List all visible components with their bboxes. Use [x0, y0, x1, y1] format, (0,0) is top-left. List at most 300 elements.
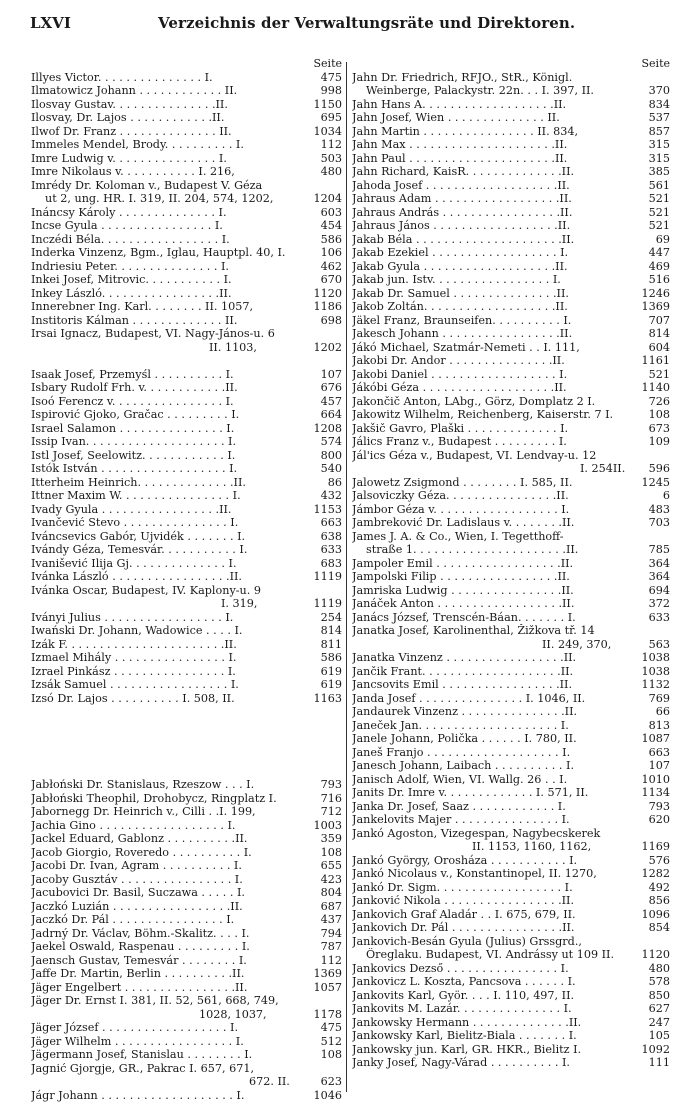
entry-name: Ilosvay Gustav. . . . . . . . . . . . . . .II.	[31, 97, 228, 111]
entry-page: 619	[318, 678, 342, 692]
index-entry	[352, 165, 670, 179]
entry-page: 638	[318, 530, 342, 544]
entry-page: 385	[646, 165, 670, 179]
entry-name: Jäger Wilhelm . . . . . . . . . . . . . . . . . I.	[31, 1034, 244, 1048]
index-entry	[352, 881, 670, 895]
index-entry	[31, 981, 342, 995]
entry-name: Isbary Rudolf Frh. v. . . . . . . . . . . .II.	[31, 381, 238, 394]
index-entry	[352, 800, 670, 814]
entry-name: Öreglaku. Budapest, VI. Andrássy ut 109 II.	[366, 948, 615, 961]
entry-name: Jadrný Dr. Václav, Böhm.-Skalitz. . . . I.	[31, 926, 250, 940]
index-entry	[352, 98, 670, 112]
entry-name: I. 319,	[221, 597, 258, 610]
entry-page: 521	[646, 206, 670, 220]
entry-page: 603	[318, 206, 342, 220]
entry-page: 854	[646, 921, 670, 935]
entry-name: Jákó Michael, Szatmár-Nemeti . . I. 111,	[352, 340, 580, 354]
entry-name: Jankovics Dezső . . . . . . . . . . . . . . . . I.	[352, 961, 569, 975]
entry-name: Jankelovits Majer . . . . . . . . . . . . . . . I.	[352, 813, 570, 826]
entry-name: Iwański Dr. Johann, Wadowice . . . . I.	[31, 624, 243, 637]
entry-name: Janković Nikola . . . . . . . . . . . . . . . . .II.	[352, 894, 575, 907]
index-entry	[31, 1048, 342, 1062]
entry-name: Jampolski Filip . . . . . . . . . . . . . . . . .II.	[352, 570, 570, 583]
entry-page: 112	[318, 138, 342, 152]
index-entry-continuation	[352, 543, 670, 557]
entry-page: 359	[318, 832, 342, 846]
entry-page: 107	[646, 759, 670, 773]
index-entry	[352, 597, 670, 611]
entry-page: 1057	[311, 981, 342, 995]
index-entry	[352, 1016, 670, 1030]
entry-page: 370	[648, 84, 670, 97]
index-entry	[31, 557, 342, 571]
index-entry	[31, 489, 342, 503]
entry-page: 1163	[311, 692, 342, 706]
entry-page: 683	[318, 557, 342, 571]
entry-name: Jankó Dr. Sigm. . . . . . . . . . . . . . . . . . I.	[352, 880, 573, 894]
entry-page: 623	[320, 1075, 342, 1088]
entry-page: 769	[646, 692, 670, 706]
running-header	[30, 14, 672, 36]
entry-page: 107	[318, 368, 342, 382]
entry-page: 620	[646, 813, 670, 827]
entry-page: 800	[318, 449, 342, 463]
entry-page: 604	[646, 341, 670, 355]
index-entry	[352, 719, 670, 733]
index-entry	[352, 233, 670, 247]
entry-page: 516	[646, 273, 670, 287]
index-entry	[31, 1089, 342, 1103]
entry-name: Jahn Dr. Friedrich, RFJO., StR., Königl.	[352, 70, 573, 84]
entry-page: 372	[646, 597, 670, 611]
index-entry	[352, 1043, 670, 1057]
entry-name: Jankovich Dr. Pál . . . . . . . . . . . . . . . .II.	[352, 921, 575, 934]
entry-name: II. 1153, 1160, 1162,	[472, 840, 592, 853]
index-entry	[352, 246, 670, 260]
entry-name: Jackel Eduard, Gablonz . . . . . . . . . .II.	[31, 832, 248, 845]
entry-page: 856	[646, 894, 670, 908]
index-entry	[31, 138, 342, 152]
entry-name: Jaekel Oswald, Raspenau . . . . . . . . . I.	[31, 940, 250, 953]
entry-page: 1204	[313, 192, 342, 205]
index-entry	[352, 354, 670, 368]
index-entry	[31, 967, 342, 981]
index-entry	[352, 489, 670, 503]
index-entry	[352, 476, 670, 490]
entry-name: Jankowsky Karl, Bielitz-Biala . . . . . . . I.	[352, 1029, 577, 1042]
entry-name: Jambreković Dr. Ladislaus v. . . . . . . .II.	[352, 516, 575, 529]
entry-name: Jacobi Dr. Ivan, Agram . . . . . . . . . . I.	[31, 859, 242, 872]
entry-page: 480	[318, 165, 342, 179]
index-entry	[31, 530, 342, 544]
entry-page: 106	[318, 246, 342, 260]
entry-name: Jál'ics Géza v., Budapest, VI. Lendvay-u. 12	[352, 448, 597, 462]
entry-page: 1096	[639, 908, 670, 922]
entry-page: 1246	[639, 287, 670, 301]
entry-page: 492	[646, 881, 670, 895]
index-entry	[352, 867, 670, 881]
index-entry-continuation	[31, 1008, 342, 1022]
entry-name: Irsai Ignacz, Budapest, VI. Nagy-János-u. 6	[31, 327, 275, 340]
index-entry	[352, 71, 670, 85]
entry-page: 1169	[641, 840, 670, 853]
index-entry	[352, 651, 670, 665]
entry-name: Jakončič Anton, LAbg., Görz, Domplatz 2 I.	[352, 394, 596, 408]
entry-name: Jabornegg Dr. Heinrich v., Cilli . .I. 199,	[31, 805, 256, 818]
entry-page: 1010	[639, 773, 670, 787]
entry-name: Jaffe Dr. Martin, Berlin . . . . . . . . . .II.	[31, 967, 245, 980]
index-entry	[352, 854, 670, 868]
index-entry	[352, 381, 670, 395]
index-entry	[352, 516, 670, 530]
entry-name: Janatka Josef, Karolinenthal, Žižkova tř. 14	[352, 624, 595, 637]
index-entry	[31, 287, 342, 301]
entry-name: Inkey László. . . . . . . . . . . . . . . . .II.	[31, 286, 232, 300]
index-entry	[352, 732, 670, 746]
index-entry	[31, 819, 342, 833]
entry-page: 1038	[639, 651, 670, 665]
index-entry	[352, 435, 670, 449]
entry-page: 483	[646, 503, 670, 517]
entry-page: 1178	[313, 1007, 342, 1021]
entry-page: 687	[318, 900, 342, 914]
index-entry	[352, 1002, 670, 1016]
entry-name: Izsó Dr. Lajos . . . . . . . . . . I. 508, II.	[31, 691, 235, 705]
entry-page: 503	[318, 152, 342, 166]
index-entry	[352, 894, 670, 908]
entry-name: Inczédi Béla. . . . . . . . . . . . . . . . . I.	[31, 232, 230, 246]
entry-page: 315	[646, 138, 670, 152]
entry-page: 814	[318, 624, 342, 638]
index-entry	[31, 408, 342, 422]
entry-name: Jandaurek Vinzenz . . . . . . . . . . . . . . .II.	[352, 705, 578, 718]
entry-name: James J. A. & Co., Wien, I. Tegetthoff-	[352, 529, 564, 543]
entry-name: Jachia Gino . . . . . . . . . . . . . . . . . . I.	[31, 818, 236, 832]
right-column	[352, 57, 670, 1070]
entry-page: 676	[318, 381, 342, 395]
entry-name: Jámbor Géza v. . . . . . . . . . . . . . . . . . I.	[352, 502, 570, 516]
entry-name: Jankowsky jun. Karl, GR. HKR., Bielitz I.	[352, 1042, 582, 1056]
index-entry	[31, 859, 342, 873]
entry-name: Istók István . . . . . . . . . . . . . . . . . . I.	[31, 462, 238, 475]
entry-name: Jakšič Gavro, Plaški . . . . . . . . . . . . . I.	[352, 421, 569, 435]
entry-name: Ilmatowicz Johann . . . . . . . . . . . . II.	[31, 84, 238, 97]
running-title: Verzeichnis der Verwaltungsräte und Direktoren.	[158, 14, 576, 32]
index-entry	[31, 422, 342, 436]
left-column	[31, 57, 342, 1102]
entry-name: Jäkel Franz, Braunseifen. . . . . . . . . . I.	[352, 313, 572, 327]
entry-page: 1134	[639, 786, 670, 800]
entry-page: 254	[318, 611, 342, 625]
entry-page: 480	[646, 962, 670, 976]
entry-page: 432	[318, 489, 342, 503]
entry-name: Jahn Josef, Wien . . . . . . . . . . . . . . II.	[352, 111, 560, 124]
index-entry	[31, 246, 342, 260]
entry-page: 663	[318, 516, 342, 530]
entry-name: Izrael Pinkász . . . . . . . . . . . . . . . . I.	[31, 664, 236, 678]
entry-page: 1282	[639, 867, 670, 881]
entry-name: 1028, 1037,	[199, 1007, 267, 1021]
entry-name: Ivánka Oscar, Budapest, IV. Kaplony-u. 9	[31, 583, 261, 597]
index-entry-continuation	[31, 341, 342, 355]
entry-name: Innerebner Ing. Karl. . . . . . . . II. 1057,	[31, 300, 254, 313]
entry-name: Jahraus András . . . . . . . . . . . . . . . . .II.	[352, 205, 573, 219]
index-entry	[352, 989, 670, 1003]
index-entry	[352, 314, 670, 328]
entry-name: Ittner Maxim W. . . . . . . . . . . . . . . . I.	[31, 489, 241, 502]
entry-name: Ilwof Dr. Franz . . . . . . . . . . . . . . II.	[31, 124, 232, 138]
index-entry	[31, 778, 342, 792]
index-entry	[31, 873, 342, 887]
entry-name: II. 249, 370,	[542, 637, 612, 651]
entry-name: Jákóbi Géza . . . . . . . . . . . . . . . . . . .II.	[352, 381, 567, 394]
index-entry	[352, 341, 670, 355]
index-entry	[31, 832, 342, 846]
entry-page: 578	[646, 975, 670, 989]
letter-gap	[31, 705, 342, 778]
entry-name: Jankó György, Orosháza . . . . . . . . . . . I.	[352, 853, 578, 867]
entry-name: Institoris Kálman . . . . . . . . . . . . . II.	[31, 313, 238, 327]
entry-name: Janács József, Trenscén-Báan. . . . . . . I.	[352, 610, 576, 624]
entry-page: 576	[646, 854, 670, 868]
entry-name: Jančik Frant. . . . . . . . . . . . . . . . . . . .II.	[352, 664, 574, 678]
entry-name: Isoó Ferencz v. . . . . . . . . . . . . . . . I.	[31, 394, 234, 408]
entry-name: Jäger Engelbert . . . . . . . . . . . . . . . .II.	[31, 980, 248, 994]
index-entry	[352, 692, 670, 706]
entry-name: Ivanišević Ilija Gj. . . . . . . . . . . . . . I.	[31, 556, 237, 570]
index-entry	[31, 435, 342, 449]
entry-name: Jakesch Johann . . . . . . . . . . . . . . . . .II.	[352, 327, 573, 340]
index-entry	[352, 557, 670, 571]
index-entry	[352, 111, 670, 125]
entry-page: 811	[318, 638, 342, 652]
entry-page: 469	[646, 260, 670, 274]
index-entry-continuation	[352, 84, 670, 98]
index-entry	[31, 1062, 342, 1076]
entry-page: 364	[646, 557, 670, 571]
entry-name: Izák F. . . . . . . . . . . . . . . . . . . . . . .II.	[31, 637, 237, 651]
index-entry	[31, 886, 342, 900]
entry-page: 111	[646, 1056, 670, 1070]
entry-page: 586	[318, 651, 342, 665]
entry-name: Isaak Josef, Przemyśl . . . . . . . . . . I.	[31, 367, 234, 381]
index-entry	[31, 449, 342, 463]
index-entry	[31, 954, 342, 968]
entry-name: Jäger József . . . . . . . . . . . . . . . . . . I.	[31, 1021, 239, 1034]
entry-page: 787	[318, 940, 342, 954]
index-entry	[352, 773, 670, 787]
entry-name: Ivady Gyula . . . . . . . . . . . . . . . . .II.	[31, 502, 232, 516]
entry-page: 462	[318, 260, 342, 274]
entry-page: 793	[646, 800, 670, 814]
entry-name: Janáček Anton . . . . . . . . . . . . . . . . . .II.	[352, 597, 575, 610]
entry-name: Janda Josef . . . . . . . . . . . . . . . I. 1046, II.	[352, 691, 586, 705]
index-entry	[31, 900, 342, 914]
entry-page: 1034	[311, 125, 342, 139]
entry-name: Jakab Ezekiel . . . . . . . . . . . . . . . . . . I.	[352, 246, 569, 259]
index-entry	[352, 138, 670, 152]
entry-name: Ivánka László . . . . . . . . . . . . . . . . .II.	[31, 570, 242, 583]
index-entry	[352, 962, 670, 976]
index-entry	[31, 651, 342, 665]
entry-page: 1186	[311, 300, 342, 314]
index-entry	[31, 624, 342, 638]
entry-page: 521	[646, 368, 670, 382]
entry-page: 437	[318, 913, 342, 927]
entry-name: Jankó Agoston, Vizegespan, Nagybecskerek	[352, 826, 601, 840]
index-entry	[31, 927, 342, 941]
seite-label-right: Seite	[641, 57, 670, 70]
entry-page: 1046	[311, 1089, 342, 1103]
entry-name: Inderka Vinzenz, Bgm., Iglau, Hauptpl. 40, I.	[31, 246, 286, 259]
entry-name: Jaensch Gustav, Temesvár . . . . . . . . I.	[31, 953, 247, 967]
index-entry	[352, 584, 670, 598]
entry-page: 1161	[639, 354, 670, 368]
entry-page: 109	[646, 435, 670, 449]
index-entry	[31, 503, 342, 517]
index-entry-continuation	[352, 948, 670, 962]
seite-label-left: Seite	[313, 57, 342, 70]
index-entry	[31, 260, 342, 274]
index-entry	[352, 921, 670, 935]
entry-name: Jacob Giorgio, Roveredo . . . . . . . . . . I.	[31, 845, 252, 859]
entry-page: 86	[325, 476, 342, 490]
entry-page: 794	[318, 927, 342, 941]
index-entry	[31, 314, 342, 328]
index-entry	[31, 84, 342, 98]
entry-name: Jahn Max . . . . . . . . . . . . . . . . . . . . .II.	[352, 138, 568, 151]
entry-name: Jakobi Daniel . . . . . . . . . . . . . . . . . . I.	[352, 367, 568, 381]
entry-name: Jakab Gyula . . . . . . . . . . . . . . . . . . .II.	[352, 259, 568, 273]
entry-page: 703	[646, 516, 670, 530]
entry-name: Jankowsky Hermann . . . . . . . . . . . . . .II.	[352, 1015, 582, 1029]
entry-name: Ispirović Gjoko, Gračac . . . . . . . . . I.	[31, 408, 240, 421]
index-entry	[31, 165, 342, 179]
entry-page: 1038	[639, 665, 670, 679]
entry-name: Jabłoński Theophil, Drohobycz, Ringplatz I.	[31, 791, 277, 805]
entry-name: Jalsoviczky Géza. . . . . . . . . . . . . . . .II.	[352, 489, 569, 502]
entry-page: 813	[646, 719, 670, 733]
entry-name: Jankó Nicolaus v., Konstantinopel, II. 1270,	[352, 867, 597, 880]
index-entry	[31, 1021, 342, 1035]
index-entry-continuation	[352, 840, 670, 854]
entry-page: 1208	[311, 422, 342, 436]
entry-name: Jágr Johann . . . . . . . . . . . . . . . . . . . I.	[31, 1088, 245, 1102]
entry-name: Jacoby Gusztáv . . . . . . . . . . . . . . . . I.	[31, 872, 243, 886]
entry-page: 1150	[311, 98, 342, 112]
index-entry	[31, 462, 342, 476]
entry-name: Janeček Jan. . . . . . . . . . . . . . . . . . . . I.	[352, 718, 569, 732]
index-entry-continuation	[352, 462, 670, 476]
index-entry	[352, 300, 670, 314]
index-entry	[352, 827, 670, 841]
entry-page: 1120	[641, 948, 670, 961]
entry-name: Jakob Zoltán. . . . . . . . . . . . . . . . . . .II.	[352, 300, 568, 313]
entry-name: Jäger Dr. Ernst I. 381, II. 52, 561, 668, 749,	[31, 994, 279, 1007]
entry-page: 814	[646, 327, 670, 341]
entry-name: Janeš Franjo . . . . . . . . . . . . . . . . . . . I.	[352, 745, 571, 759]
entry-page: 540	[318, 462, 342, 476]
entry-page: 512	[318, 1035, 342, 1049]
entry-page: 694	[646, 584, 670, 598]
index-entry	[352, 624, 670, 638]
index-entry	[352, 530, 670, 544]
index-entry	[31, 327, 342, 341]
entry-page: 364	[646, 570, 670, 584]
index-entry	[352, 408, 670, 422]
index-entry	[352, 219, 670, 233]
entry-page: 857	[646, 125, 670, 139]
entry-name: Jagnić Gjorgje, GR., Pakrac I. 657, 671,	[31, 1061, 255, 1075]
index-entry	[31, 206, 342, 220]
entry-page: 457	[318, 395, 342, 409]
entry-name: Janele Johann, Polička . . . . . . I. 780, II.	[352, 732, 577, 745]
entry-page: 670	[318, 273, 342, 287]
entry-page: 66	[653, 705, 670, 719]
entry-name: Jahn Martin . . . . . . . . . . . . . . . . II. 834,	[352, 124, 579, 138]
entry-page: 423	[318, 873, 342, 887]
entry-page: 574	[318, 435, 342, 449]
index-entry	[352, 665, 670, 679]
index-entry	[352, 935, 670, 949]
entry-page: 521	[646, 192, 670, 206]
entry-name: Imre Ludwig v. . . . . . . . . . . . . . . I.	[31, 151, 227, 165]
entry-page: 596	[648, 462, 670, 475]
entry-page: 1202	[313, 340, 342, 354]
entry-name: Ilosvay, Dr. Lajos . . . . . . . . . . . .II.	[31, 111, 225, 124]
entry-page: 108	[318, 1048, 342, 1062]
entry-page: 447	[646, 246, 670, 260]
entry-name: Issip Ivan. . . . . . . . . . . . . . . . . . . . I.	[31, 435, 237, 448]
entry-page: 998	[318, 84, 342, 98]
entry-page: 69	[653, 233, 670, 247]
index-entry	[31, 125, 342, 139]
index-entry	[31, 152, 342, 166]
index-entry	[352, 611, 670, 625]
index-entry	[352, 813, 670, 827]
entry-page: 1140	[639, 381, 670, 395]
entry-page: 6	[660, 489, 670, 503]
index-entry	[31, 570, 342, 584]
entry-page: 1132	[639, 678, 670, 692]
entry-name: Jakab Dr. Samuel . . . . . . . . . . . . . . .II.	[352, 286, 569, 300]
entry-name: Izsák Samuel . . . . . . . . . . . . . . . . . I.	[31, 678, 239, 691]
index-entry	[31, 71, 342, 85]
index-entry	[352, 152, 670, 166]
index-entry	[352, 1029, 670, 1043]
entry-name: Jankovits M. Lazár. . . . . . . . . . . . . . . I.	[352, 1002, 572, 1015]
entry-name: Istl Josef, Seelowitz. . . . . . . . . . . . I.	[31, 448, 236, 462]
entry-page: 793	[318, 778, 342, 792]
entry-page: 633	[318, 543, 342, 557]
entry-name: straße 1. . . . . . . . . . . . . . . . . . . . . .II.	[366, 543, 579, 556]
entry-name: Janesch Johann, Laibach . . . . . . . . . . I.	[352, 759, 575, 772]
entry-page: 108	[646, 408, 670, 422]
entry-page: 1369	[639, 300, 670, 314]
entry-name: Imre Nikolaus v. . . . . . . . . . . I. 216,	[31, 165, 235, 178]
entry-name: Jägermann Josef, Stanislau . . . . . . . . I.	[31, 1048, 253, 1061]
entry-name: II. 1103,	[209, 340, 257, 354]
index-entry	[352, 503, 670, 517]
index-entry	[352, 287, 670, 301]
entry-page: 850	[646, 989, 670, 1003]
index-entry	[31, 638, 342, 652]
column-divider	[346, 62, 347, 1092]
entry-name: I. 254II.	[580, 462, 626, 475]
entry-name: Jamriska Ludwig . . . . . . . . . . . . . . . .II.	[352, 583, 574, 597]
entry-name: Jankovich Graf Aladár . . I. 675, 679, II.	[352, 907, 576, 921]
entry-page: 105	[646, 1029, 670, 1043]
